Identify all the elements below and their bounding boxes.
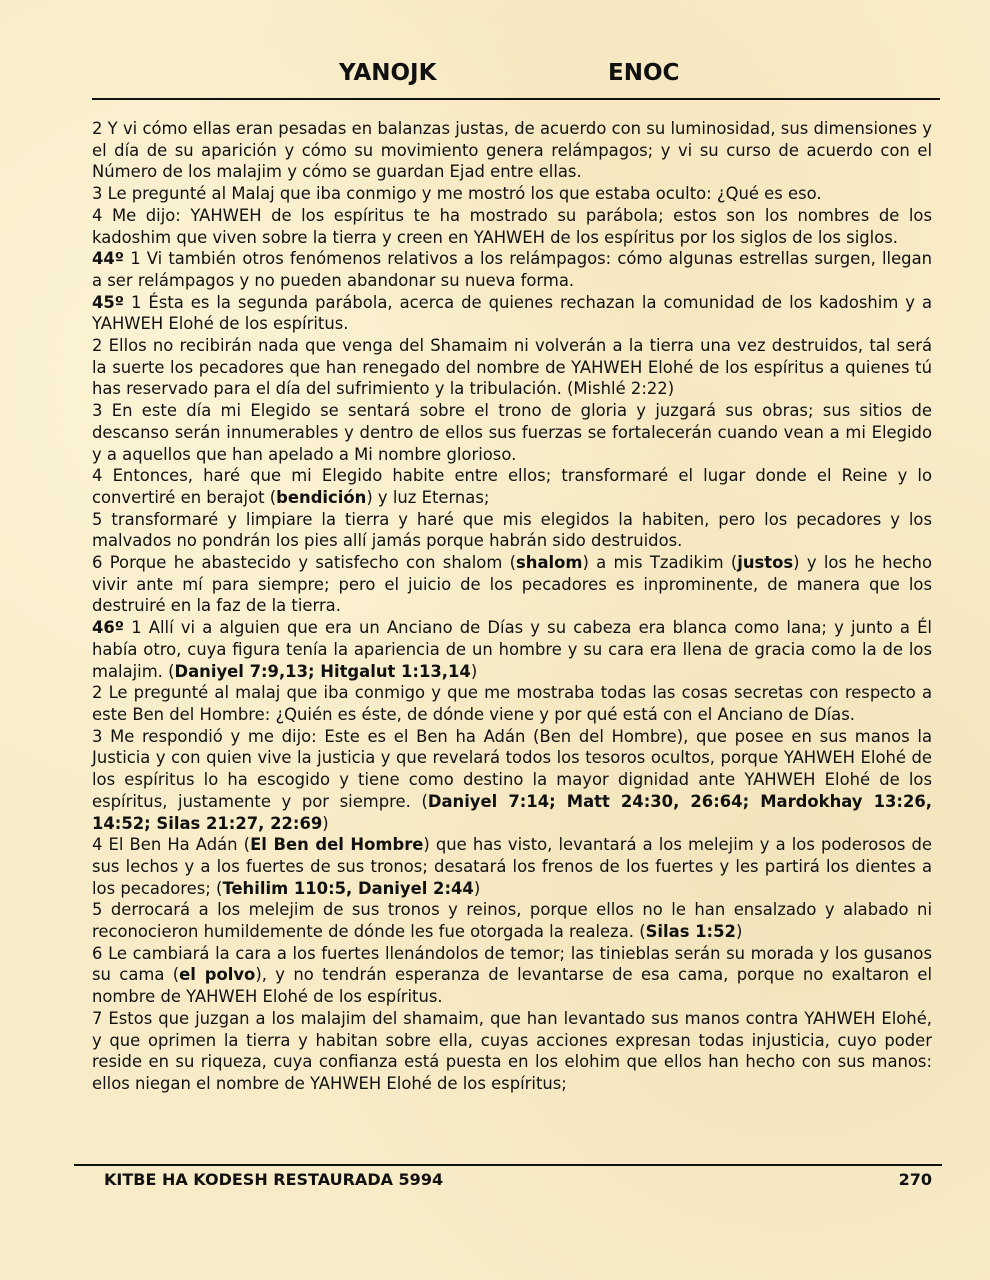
text-run: 1 Ésta es la segunda parábola, acerca de quienes rechazan la comunidad de los kadoshim y a YAHWEH Elohé de los espíritus. — [92, 292, 932, 334]
bold-text: shalom — [516, 553, 583, 573]
paragraph — [92, 248, 932, 291]
page-header — [92, 52, 940, 100]
paragraph — [92, 617, 932, 682]
bold-text: justos — [737, 553, 794, 573]
header-title-left: YANOJK — [339, 60, 437, 86]
text-run: 7 Estos que juzgan a los malajim del shamaim, que han levantado sus manos contra YAHWEH Elohé, y que oprimen la tierra y habitan sobre ella, cuyas acciones expresan todas injusticia, cuyo poder reside en su riqueza, cuya confianza está puesta en los elohim que ellos han hecho con sus manos: ellos niegan el nombre de YAHWEH Elohé de los espíritus; — [92, 1008, 932, 1093]
paragraph — [92, 1008, 932, 1095]
header-title-right: ENOC — [608, 60, 680, 86]
paragraph — [92, 834, 932, 899]
paragraph — [92, 465, 932, 508]
text-run: 2 Ellos no recibirán nada que venga del Shamaim ni volverán a la tierra una vez destruidos, tal será la suerte los pecadores que han renegado del nombre de YAHWEH Elohé de los espíritus a quienes tú has reservado para el día del sufrimiento y la tribulación. (Mishlé 2:22) — [92, 336, 932, 399]
text-run: 6 Le cambiará la cara a los fuertes llenándolos de temor; las tinieblas serán su morada y los gusanos su cama ( — [92, 943, 932, 985]
bold-text: 45º — [92, 292, 125, 312]
bold-text: Daniyel 7:9,13; Hitgalut 1:13,14 — [174, 661, 471, 681]
text-run: ) — [735, 922, 743, 942]
paragraph — [92, 682, 932, 725]
bold-text: Daniyel 7:14; Matt 24:30, 26:64; Mardokhay 13:26, 14:52; Silas 21:27, 22:69 — [92, 791, 932, 833]
bold-text: el polvo — [179, 965, 256, 985]
paragraph — [92, 183, 932, 205]
paragraph — [92, 552, 932, 617]
paragraph — [92, 899, 932, 942]
paragraph — [92, 400, 932, 465]
bold-text: 46º — [92, 618, 125, 638]
bold-text: bendición — [276, 487, 367, 507]
text-run: 6 Porque he abastecido y satisfecho con shalom ( — [92, 553, 517, 573]
text-run: 1 Vi también otros fenómenos relativos a los relámpagos: cómo algunas estrellas surgen, llegan a ser relámpagos y no pueden abandonar su nueva forma. — [92, 249, 932, 290]
text-run: ) — [473, 878, 481, 898]
text-run: ) — [470, 661, 478, 681]
page-footer — [104, 1170, 932, 1194]
page-number: 270 — [898, 1170, 932, 1189]
paragraph — [92, 205, 932, 248]
text-run: 3 Me respondió y me dijo: Este es el Ben ha Adán (Ben del Hombre), que posee en sus manos la Justicia y con quien vive la justicia y que revelará todos los tesoros ocultos, porque YAHWEH Elohé de los espíritus lo ha escogido y tiene como destino la mayor dignidad ante YAHWEH Elohé de los espíritus, justamente y por siempre. ( — [92, 726, 932, 811]
text-run: 4 Me dijo: YAHWEH de los espíritus te ha mostrado su parábola; estos son los nombres de los kadoshim que viven sobre la tierra y creen en YAHWEH de los espíritus por los siglos de los siglos. — [92, 205, 932, 247]
body-text — [92, 118, 932, 1095]
text-run: ) a mis Tzadikim ( — [582, 553, 738, 573]
text-run: ) y luz Eternas; — [366, 487, 490, 507]
text-run: ) y los he hecho vivir ante mí para siempre; pero el juicio de los pecadores es inprominente, de manera que los destruiré en la faz de la tierra. — [92, 553, 932, 616]
text-run: ) — [322, 813, 329, 833]
text-run: ), y no tendrán esperanza de levantarse de esa cama, porque no exaltaron el nombre de YAHWEH Elohé de los espíritus. — [92, 965, 932, 1007]
bold-text: Tehilim 110:5, Daniyel 2:44 — [222, 878, 474, 898]
footer-divider — [74, 1164, 942, 1166]
text-run: 5 transformaré y limpiare la tierra y haré que mis elegidos la habiten, pero los pecadores y los malvados no pondrán los pies allí jamás porque habrán sido destruidos. — [92, 509, 932, 551]
paragraph — [92, 509, 932, 552]
text-run: ) que has visto, levantará a los melejim y a los poderosos de sus lechos y a los fuertes de sus tronos; desatará los frenos de los fuertes y les partirá los dientes a los pecadores; ( — [92, 835, 932, 898]
text-run: 2 Le pregunté al malaj que iba conmigo y que me mostraba todas las cosas secretas con respecto a este Ben del Hombre: ¿Quién es éste, de dónde viene y por qué está con el Anciano de Días. — [92, 683, 932, 724]
paragraph — [92, 292, 932, 335]
text-run: 4 Entonces, haré que mi Elegido habite entre ellos; transformaré el lugar donde el Reine y lo convertiré en berajot ( — [92, 466, 932, 507]
paragraph — [92, 118, 932, 183]
bold-text: Silas 1:52 — [645, 922, 736, 942]
text-run: 1 Allí vi a alguien que era un Anciano de Días y su cabeza era blanca como lana; y junto a Él había otro, cuya figura tenía la apariencia de un hombre y su cara era llena de gracia como la de los malajim. ( — [92, 618, 932, 681]
text-run: 2 Y vi cómo ellas eran pesadas en balanzas justas, de acuerdo con su luminosidad, sus dimensiones y el día de su aparición y cómo su movimiento genera relámpagos; y vi su curso de acuerdo con el Número de los malajim y cómo se guardan Ejad entre ellas. — [92, 119, 932, 182]
bold-text: 44º — [92, 249, 125, 269]
text-run: 5 derrocará a los melejim de sus tronos y reinos, porque ellos no le han ensalzado y alabado ni reconocieron humildemente de dónde les fue otorgada la realeza. ( — [92, 900, 932, 942]
paragraph — [92, 943, 932, 1008]
paragraph — [92, 335, 932, 400]
text-run: 3 Le pregunté al Malaj que iba conmigo y me mostró los que estaba oculto: ¿Qué es eso. — [92, 184, 822, 204]
text-run: 3 En este día mi Elegido se sentará sobre el trono de gloria y juzgará sus obras; sus sitios de descanso serán innumerables y dentro de ellos sus fuerzas se fortalecerán cuando vean a mi Elegido y a aquellos que han apelado a Mi nombre glorioso. — [92, 401, 932, 464]
text-run: 4 El Ben Ha Adán ( — [92, 835, 251, 855]
footer-book-title: KITBE HA KODESH RESTAURADA 5994 — [104, 1170, 444, 1189]
bold-text: El Ben del Hombre — [250, 835, 424, 855]
paragraph — [92, 726, 932, 835]
